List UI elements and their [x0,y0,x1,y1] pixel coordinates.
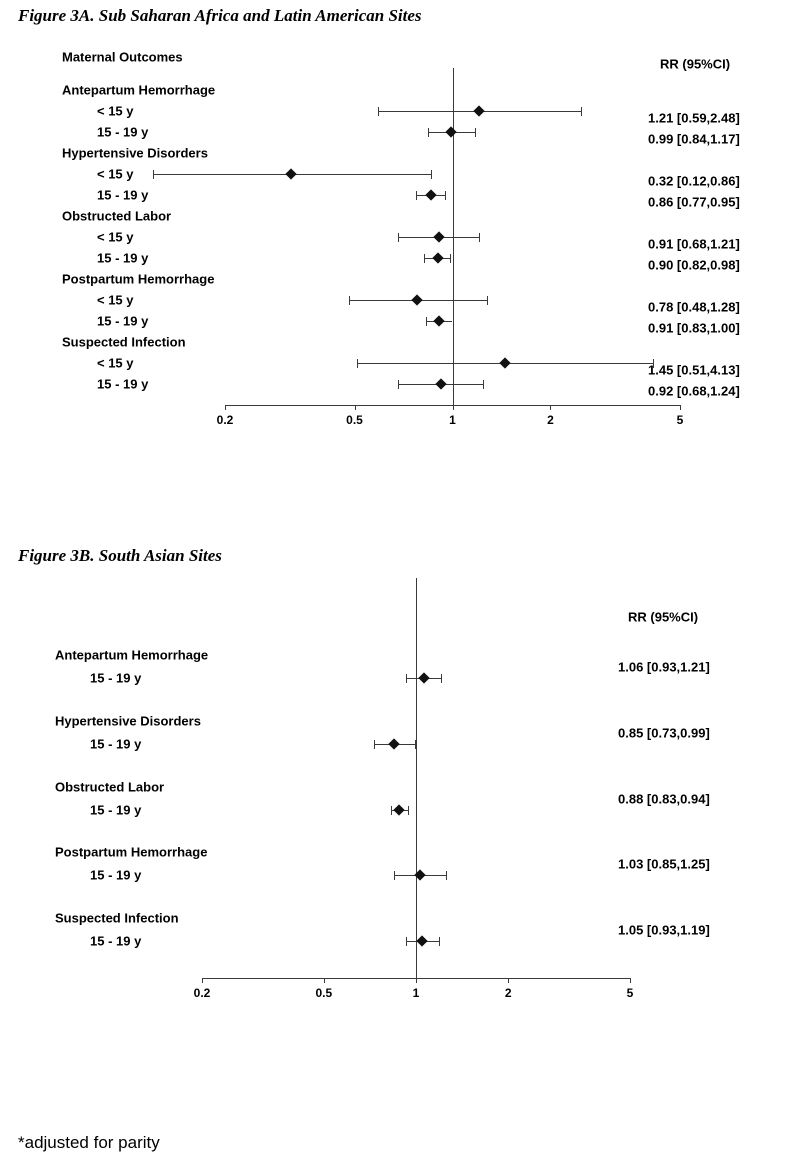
ci-cap-left [406,937,407,946]
rr-value-label: 0.92 [0.68,1.24] [648,383,740,399]
outcome-group-label: Antepartum Hemorrhage [62,82,216,98]
age-group-label: 15 - 19 y [97,124,149,140]
rr-value-label: 0.86 [0.77,0.95] [648,194,740,210]
age-group-label: < 15 y [97,166,134,182]
ci-cap-right [446,871,447,880]
age-group-label: < 15 y [97,355,134,371]
axis-tick-label: 1 [412,986,420,1000]
ci-cap-right [415,740,416,749]
rr-diamond-marker [393,804,404,815]
age-group-label: 15 - 19 y [90,867,142,883]
axis-tick-label: 0.2 [216,413,234,427]
age-group-label: 15 - 19 y [90,933,142,949]
outcome-group-label: Antepartum Hemorrhage [55,647,209,663]
axis-tick [508,978,509,983]
age-group-label: < 15 y [97,229,134,245]
axis-tick-label: 0.2 [193,986,211,1000]
outcome-group-label: Obstructed Labor [55,779,165,795]
rr-diamond-marker [417,935,428,946]
ci-cap-right [439,937,440,946]
age-group-label: 15 - 19 y [90,736,142,752]
axis-tick-label: 5 [626,986,634,1000]
outcome-group-label: Hypertensive Disorders [62,145,208,161]
axis-tick [416,978,417,983]
age-group-label: 15 - 19 y [97,313,149,329]
age-group-label: 15 - 19 y [97,376,149,392]
rr-diamond-marker [418,672,429,683]
age-group-label: 15 - 19 y [90,670,142,686]
axis-tick-label: 0.5 [315,986,333,1000]
outcome-group-label: Obstructed Labor [62,208,172,224]
rr-value-label: 0.32 [0.12,0.86] [648,173,740,189]
rr-value-label: 1.06 [0.93,1.21] [618,659,710,675]
age-group-label: 15 - 19 y [90,802,142,818]
axis-tick [324,978,325,983]
ci-cap-left [406,674,407,683]
outcome-group-label: Suspected Infection [62,334,186,350]
axis-tick-label: 1 [449,413,456,427]
axis-tick [630,978,631,983]
rr-value-label: 0.85 [0.73,0.99] [618,725,710,741]
figure-3b-title: Figure 3B. South Asian Sites [18,546,222,565]
outcome-group-label: Postpartum Hemorrhage [62,271,215,287]
rr-ci-column-header-3a: RR (95%CI) [660,56,731,72]
rr-value-label: 0.88 [0.83,0.94] [618,791,710,807]
age-group-label: < 15 y [97,103,134,119]
age-group-label: 15 - 19 y [97,250,149,266]
rr-value-label: 0.78 [0.48,1.28] [648,299,740,315]
axis-tick-label: 0.5 [346,413,363,427]
rr-value-label: 1.05 [0.93,1.19] [618,922,710,938]
age-group-label: < 15 y [97,292,134,308]
rr-value-label: 1.03 [0.85,1.25] [618,856,710,872]
axis-tick-label: 2 [504,986,512,1000]
ci-cap-right [408,806,409,815]
outcome-group-label: Hypertensive Disorders [55,713,201,729]
axis-tick [202,978,203,983]
age-group-label: 15 - 19 y [97,187,149,203]
axis-tick-label: 2 [547,413,554,427]
rr-value-label: 0.91 [0.83,1.00] [648,320,740,336]
footnote: *adjusted for parity [18,1133,160,1152]
outcome-group-label: Postpartum Hemorrhage [55,844,208,860]
maternal-outcomes-column-header: Maternal Outcomes [62,49,183,65]
rr-value-label: 1.21 [0.59,2.48] [648,110,740,126]
ci-cap-left [391,806,392,815]
rr-value-label: 0.91 [0.68,1.21] [648,236,740,252]
rr-value-label: 0.90 [0.82,0.98] [648,257,740,273]
outcome-group-label: Suspected Infection [55,910,179,926]
rr-ci-column-header-3b: RR (95%CI) [628,609,699,625]
figure-3a-title: Figure 3A. Sub Saharan Africa and Latin American Sites [18,6,422,25]
rr-diamond-marker [389,738,400,749]
rr-value-label: 1.45 [0.51,4.13] [648,362,740,378]
axis-tick-label: 5 [676,413,684,427]
ci-cap-left [394,871,395,880]
rr-value-label: 0.99 [0.84,1.17] [648,131,740,147]
ci-cap-right [441,674,442,683]
reference-line [416,578,417,978]
ci-cap-left [374,740,375,749]
